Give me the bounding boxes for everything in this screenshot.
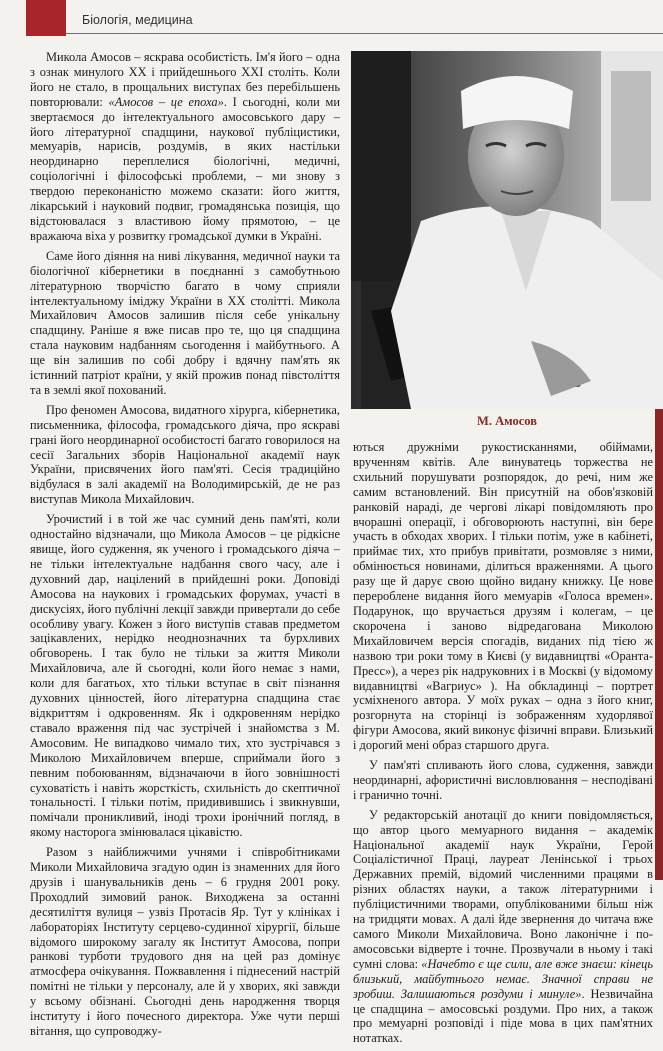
- paragraph: [30, 50, 340, 244]
- paragraph-text: . Незвичайна це спадщина – амосовські роздуми. Про них, а також про мемуарні розповіді і піде мова в цих пам'ятних нотатках.: [353, 986, 653, 1046]
- paragraph: Про феномен Амосова, видатного хірурга, кібернетика, письменника, філософа, громадського діяча, про яскраві грані його неординарної особистості багато говорилося на сесії Загальних зборів Національної академії наук України, присвячених його пам'яті. Сесія традиційно відбулася в залі академії на Володимирській, де не раз виступав Микола Михайлович.: [30, 402, 340, 507]
- paragraph: Разом з найближчими учнями і співробітниками Миколи Михайловича згадую один із знаменних для його друзів і шанувальників день – 6 грудня 2001 року. Проходлий зимовий ранок. Виходжена за останні десятиліття вулиця – узвіз Протасів Яр. Тут у клініках і лабораторіях Інституту серцево-судинної хірургії, більше відомого широкому загалу як Інститут Амосова, попри ранкові турботи трудового дня на цей раз домінує атмосфера очікування. Пожвавлення і піднесений настрій помітні не тільки у персоналу, але й у хворих, які завжди у всьому обізнані. Сьогодні день народження творця інституту і його почесного директора. Уже чути перші вітання, що супроводжу-: [30, 845, 340, 1038]
- photo-caption: М. Амосов: [477, 414, 537, 428]
- quote-text: «Амосов – це епоха»: [108, 94, 224, 109]
- paragraph: [353, 808, 653, 1047]
- section-title: Біологія, медицина: [82, 13, 193, 27]
- left-text-column: [30, 50, 340, 1044]
- header-accent-block: [26, 0, 66, 36]
- paragraph-text: . І сьогодні, коли ми звертаємося до інтелектуального амосовського дару – його літературної спадщини, наукової публіцистики, мемуарів, нарисів, роздумів, в яких настільки неординарно переплелися біологічні, медичні, соціологічні і філософські проблеми, – ми знову з твердою переконаністю можемо сказати: його життя, лікарський і науковий подвиг, громадянська позиція, що відстоювалася з властивою йому прямотою, – це вражаюча віха у розвитку громадської думки в Україні.: [30, 94, 340, 243]
- paragraph: У пам'яті спливають його слова, судження, завжди неординарні, афористичні висловлювання – несподівані і гранично точні.: [353, 758, 653, 802]
- paragraph-text: У редакторській анотації до книги повідомляється, що автор цього мемуарного видання – академік Національної академії наук України, Герой Соціалістичної Праці, лауреат Ленінської і трьох Державних премій, відомий численними працями в різних областях науки, а також літературними і публіцистичними творами, опублікованими більш ніж на тридцяти мовах. А далі йде звернення до читача вже самого Миколи Михайловича. Воно лаконічне і по-амосовськи відверте і точне. Прозвучали в ньому і такі сумні слова:: [353, 807, 653, 971]
- paragraph-text: Микола Амосов – яскрава особистість. Ім'я його – одна з ознак минулого XX і прийдешнього XXI століть. Коли його не стало, в прощальних виступах без перебільшень повторювали:: [30, 50, 340, 109]
- quote-text: «Начебто є ще сили, але вже знаєш: кінець близький, майбутнього немає. Значної справи не зробиш. Залишаються роздуми і минуле»: [353, 956, 653, 1001]
- portrait-photo: [351, 51, 663, 409]
- header-rule: [66, 33, 663, 34]
- paragraph: Урочистий і в той же час сумний день пам'яті, коли одностайно відзначали, що Микола Амосов – це рідкісне явище, його судження, як ученого і громадського діяча – не тільки інтелектуальне надбання свого часу, але і духовний дар, націлений в прийдешні роки. Доповіді Амосова на наукових і громадських форумах, участі в дискусіях, його публічні лекції завжди привертали до себе особливу увагу. Кожен з його виступів ставав предметом зацікавлених, нерідко неоднозначних та бурхливих обговорень. І так було не тільки за життя Миколи Михайловича, але й сьогодні, коли його немає з нами, коли для багатьох, хто тільки вступає в світ пізнання духовних цінностей, його літературна спадщина стає відкриттям і одкровенням. Як і одкровенням нерідко ставало враження під час зустрічей і знайомства з М. Амосовим. Не випадково чимало тих, хто зустрічався з Миколою Михайловичем вперше, сприймали його з певним побоюванням, відзначаючи в його зовнішності суховатість і навіть жорсткість, схильність до скептичної тональності. І тільки потім, придивившись і звикнувши, помічали проникливий, іноді трохи іронічний погляд, в якому насторога змінювалася цікавістю.: [30, 512, 340, 840]
- paragraph: ються дружніми рукостисканнями, обіймами, врученням квітів. Але винуватець торжества не схильний порушувати розпорядок, до речі, ним же самим встановлений. Він присутній на обов'язковій ранковій нараді, де чергові лікарі повідомляють про вчорашні операції, і обговорюють наступні, він бере участь в обходах хворих. І тільки потім, уже в кабінеті, приймає тих, хто прибув привітати, розмовляє з ними, обмінюється новинами, ділиться враженнями. А цього разу ще й дарує свою щойно видану книжку. Це нове перероблене видання його мемуарів «Голоса времен». Подарунок, що вручається друзям і колегам, – це скорочена і заново відредагована Миколою Михайловичем версія спогадів, виданих під тією ж назвою три роки тому в Києві (у видавництві «Оранта-Пресс»), а через рік надруковних і в Москві (у відомому видавництві «Вагриус» ). На обкладинці – портрет усміхненого автора. У моїх руках – одна з його книг, розгорнута на сторінці із зображенням худорлявої фігури Амосова, який виконує фізичні вправи. Близький і дорогий мені образ старшого друга.: [353, 440, 653, 753]
- paragraph: Саме його діяння на ниві лікування, медичної науки та біологічної кібернетики в поєднанні з самобутньою літературною творчістю багато в чому сприяли інтелектуальному іміджу України в XX столітті. Микола Михайлович Амосов залишив після себе унікальну спадщину. Раніше я вже писав про те, що ця спадщина стала науковим надбанням сьогодення і майбутнього. А ще він залишив по собі добру і вдячну пам'ять як істинний патріот країни, у якій прожив понад півстоліття та в землі якої похований.: [30, 248, 340, 397]
- right-text-column: [353, 440, 653, 1051]
